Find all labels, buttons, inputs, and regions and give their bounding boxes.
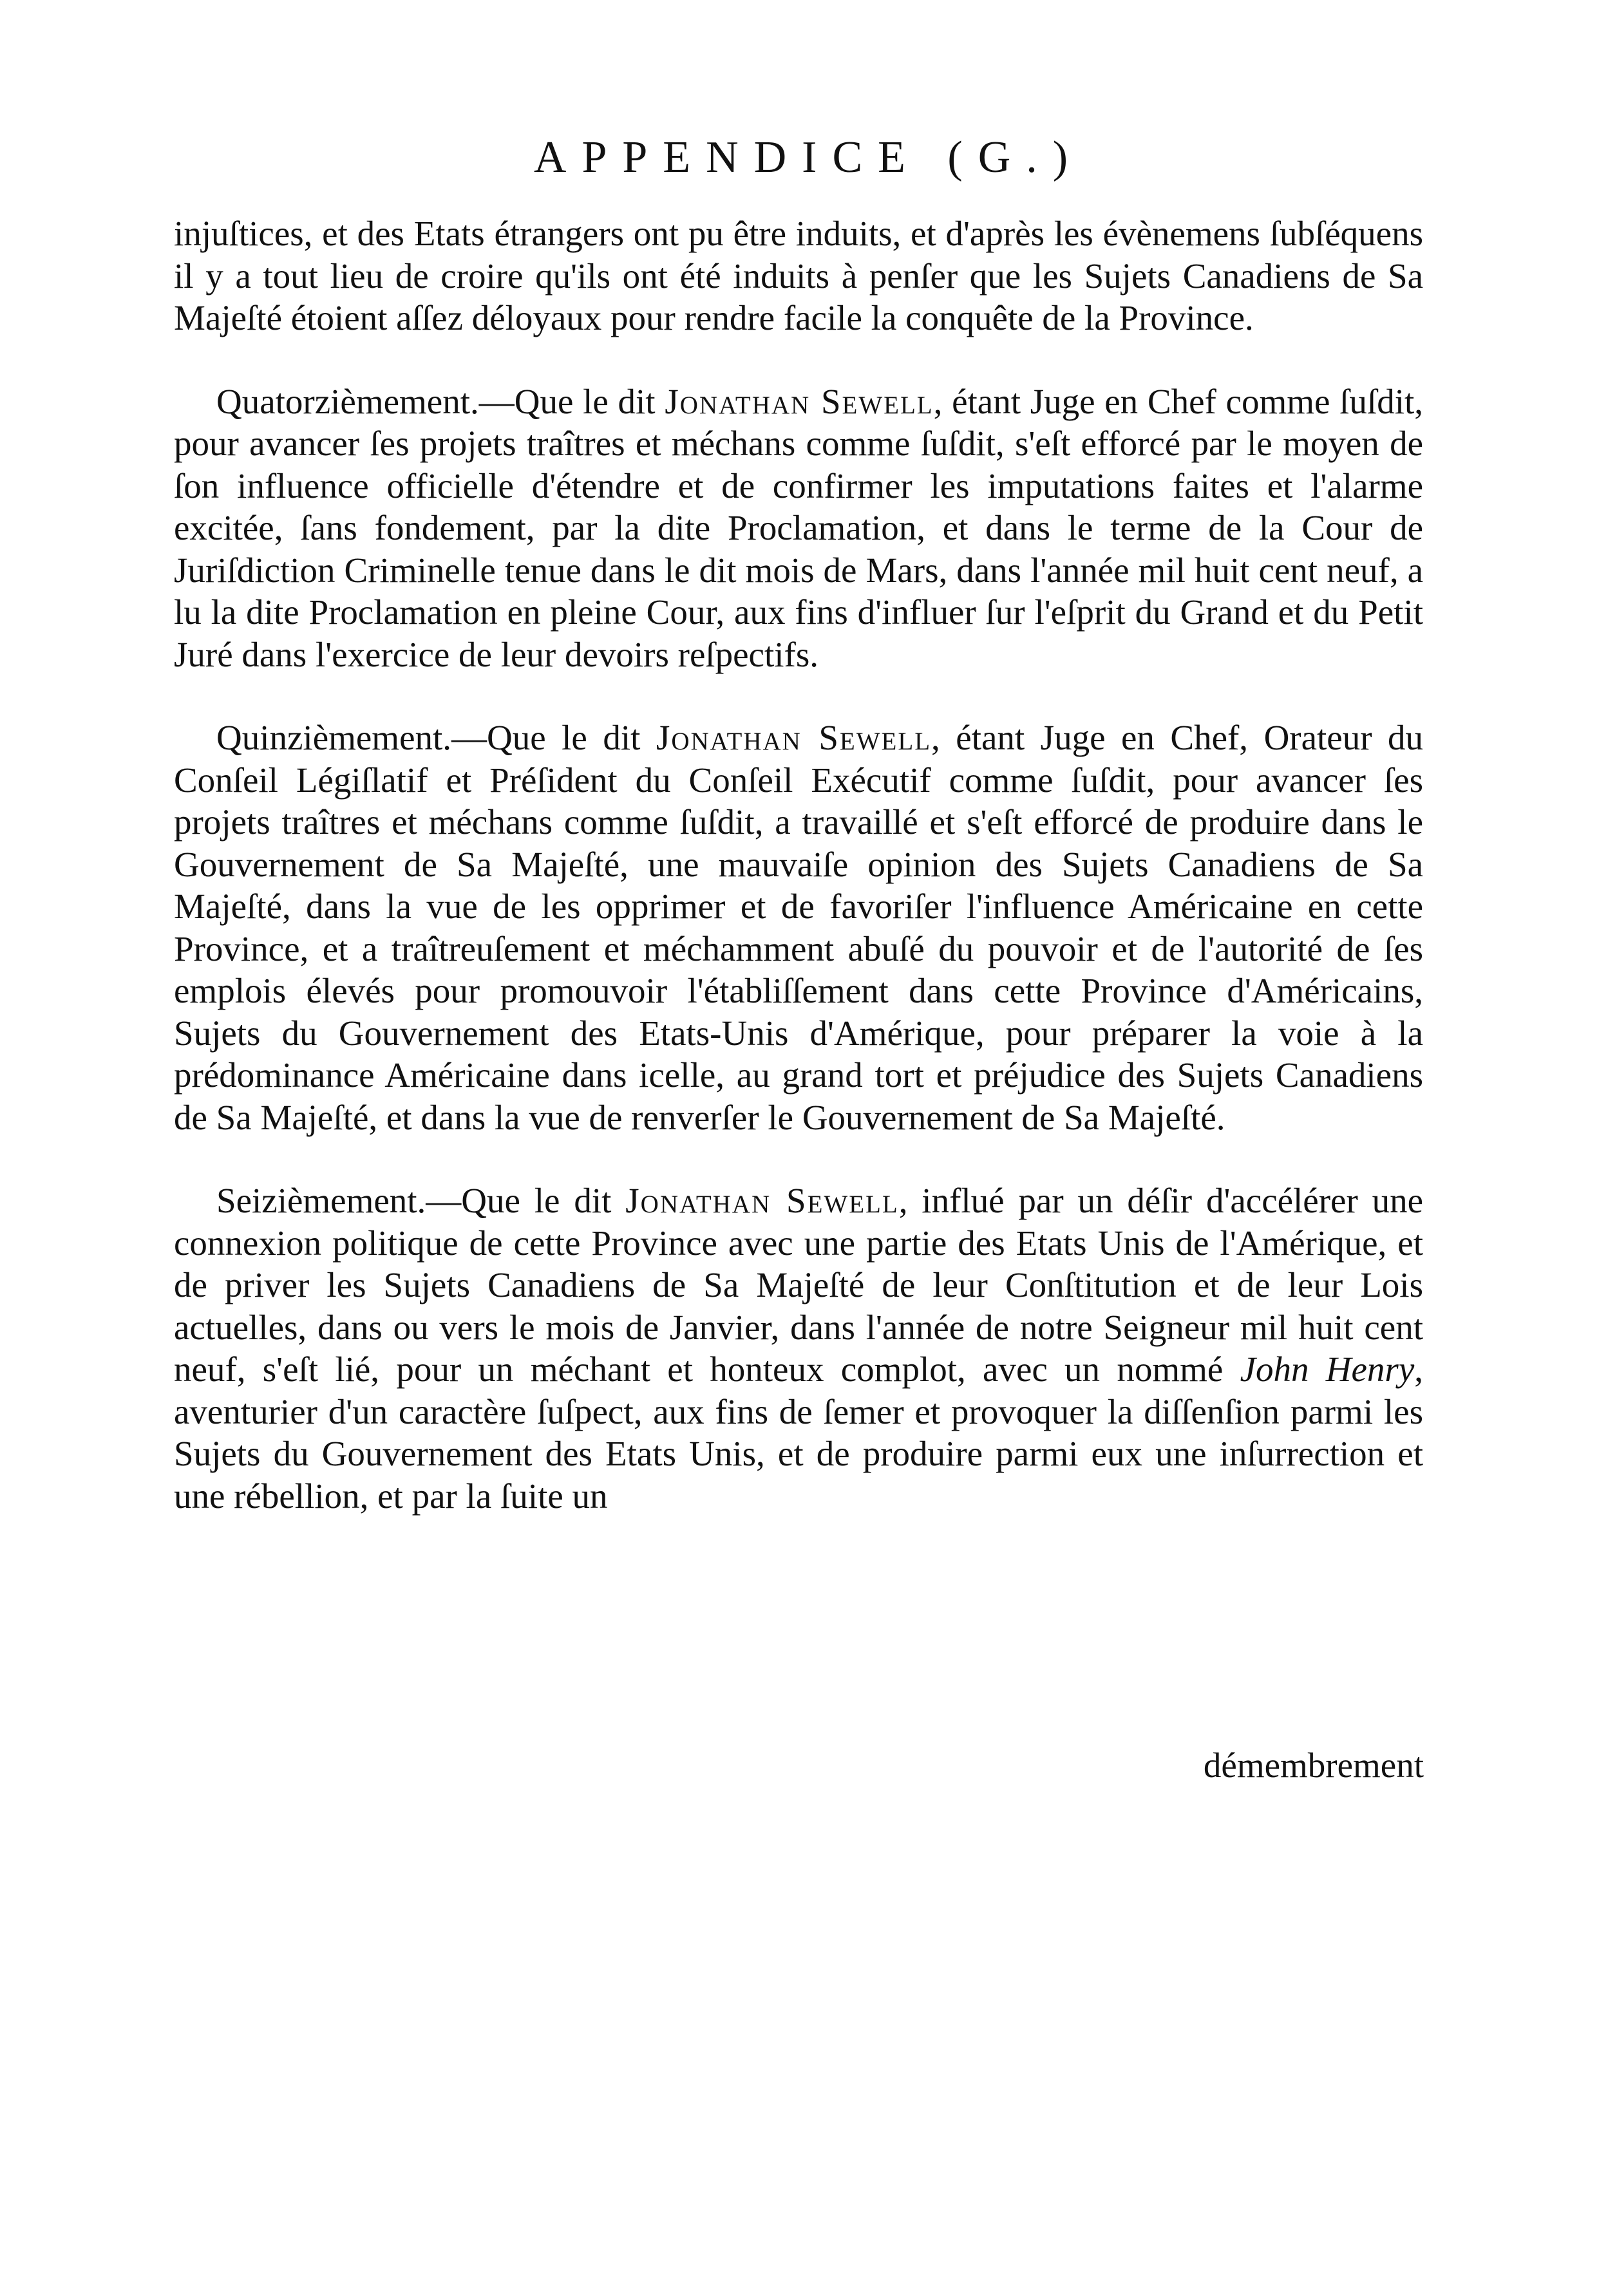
paragraph-lead: Quatorzièmement.—Que le dit [216,381,656,421]
paragraph-text: injuſtices, et des Etats étrangers ont pu être induits, et d'après les évènemens ſubſéquens il y a tout lieu de croire qu'ils ont été induits à penſer que les Sujets Canadiens de Sa Majeſté étoient aſſez déloyaux pour rendre facile la conquête de la Province. [174,214,1423,337]
paragraph-lead: Quinzièmement.—Que le dit [216,718,641,757]
paragraph-text: , étant Juge en Chef, Orateur du Conſeil Légiſlatif et Préſident du Conſeil Exécutif comme ſuſdit, pour avancer ſes projets traîtres et méchans comme ſuſdit, a travaillé et s'eſt efforcé de produire dans le Gouvernement de Sa Majeſté, une mauvaiſe opinion des Sujets Canadiens de Sa Majeſté, dans la vue de les opprimer et de favoriſer l'influence Américaine en cette Province, et a traîtreuſement et méchamment abuſé du pouvoir et de l'autorité de ſes emplois élevés pour promouvoir l'établiſſement dans cette Province d'Américains, Sujets du Gouvernement des Etats-Unis d'Amérique, pour préparer la voie à la prédominance Américaine dans icelle, au grand tort et préjudice des Sujets Canadiens de Sa Majeſté, et dans la vue de renverſer le Gouvernement de Sa Majeſté. [174,718,1424,1137]
paragraph-lead: Seizièmement.—Que le dit [216,1181,612,1220]
italic-person-name: John Henry [1240,1350,1415,1389]
catchword: démembrement [1203,1746,1424,1785]
paragraph-text: , influé par un déſir d'accélérer une connexion politique de cette Province avec une partie des Etats Unis de l'Amérique, et de priver les Sujets Canadiens de Sa Majeſté de leur Conſtitution et de leur Lois actuelles, dans ou vers le mois de Janvier, dans l'année de notre Seigneur mil huit cent neuf, s'eſt lié, pour un méchant et honteux complot, avec un nommé [174,1181,1424,1389]
paragraph-quinziemement [174,717,1423,1138]
person-name: Jonathan Sewell [656,718,932,757]
paragraph-continuation [174,212,1423,339]
running-head: APPENDICE (G.) [533,133,1084,182]
person-name: Jonathan Sewell [625,1181,899,1220]
paragraph-seiziemement [174,1180,1423,1517]
paragraph-quatorziemement [174,381,1423,676]
paragraph-text: , aventurier d'un caractère ſuſpect, aux fins de ſemer et provoquer la diſſenſion parmi les Sujets du Gouvernement des Etats Unis, et de produire parmi eux une inſurrection et une rébellion, et par la ſuite un [174,1350,1424,1516]
text-body [174,212,1423,1558]
paragraph-text: , étant Juge en Chef comme ſuſdit, pour avancer ſes projets traîtres et méchans comme ſuſdit, s'eſt efforcé par le moyen de ſon influence officielle d'étendre et de confirmer les imputations faites et l'alarme excitée, ſans fondement, par la dite Proclamation, et dans le terme de la Cour de Juriſdiction Criminelle tenue dans le dit mois de Mars, dans l'année mil huit cent neuf, a lu la dite Proclamation en pleine Cour, aux fins d'influer ſur l'eſprit du Grand et du Petit Juré dans l'exercice de leur devoirs reſpectifs. [174,381,1424,674]
person-name: Jonathan Sewell [665,381,934,421]
